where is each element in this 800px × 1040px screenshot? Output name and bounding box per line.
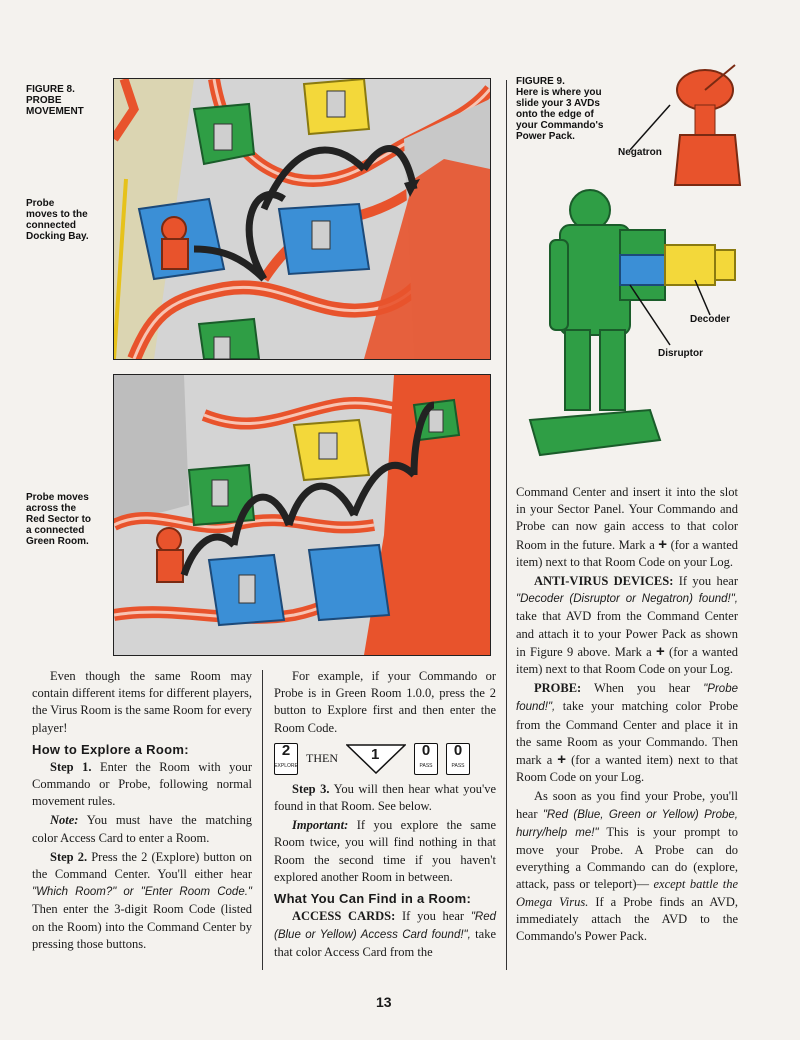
caption-line: FIGURE 9.	[516, 76, 565, 87]
probe-text-c: (for a wanted item) next to that Room Code on your Log.	[516, 753, 739, 785]
how-to-explore-heading: How to Explore a Room:	[32, 741, 189, 757]
anti-virus-quote: "Decoder (Disruptor or Negatron) found!",	[516, 593, 738, 606]
probe-found-quote: "Red (Blue, Green or Yellow) Probe, hurry/help me!"	[516, 808, 738, 839]
zero-key	[446, 743, 470, 775]
column-3	[516, 484, 738, 947]
caption-line: PROBE	[26, 95, 62, 106]
important-paragraph	[274, 817, 496, 886]
note-paragraph	[32, 812, 252, 846]
caption-line: moves to the	[26, 209, 88, 220]
one-key	[346, 744, 406, 774]
caption-line: FIGURE 8.	[26, 84, 75, 95]
probe-movement-illustration-top	[113, 78, 491, 360]
caption-line: onto the edge of	[516, 109, 594, 120]
caption-line: Probe	[26, 198, 55, 209]
step-1-paragraph	[32, 759, 252, 811]
zero-key-number: 0	[421, 741, 431, 759]
anti-virus-text-a: If you hear	[673, 574, 738, 589]
step-2-quote: "Which Room?" or "Enter Room Code."	[32, 886, 252, 899]
one-key-number: 1	[371, 745, 380, 763]
column-divider-1	[262, 670, 263, 970]
explore-key-label: EXPLORE	[274, 762, 298, 769]
caption-line: Docking Bay.	[26, 231, 89, 242]
probe-found-paragraph	[516, 788, 738, 945]
decoder-label: Decoder	[690, 314, 731, 325]
figure-8-caption	[26, 84, 84, 117]
column-divider-2	[506, 80, 507, 970]
figure-8-top-caption	[26, 198, 89, 242]
probe-found-text-a: As soon as you find your Probe, you'll hear	[516, 789, 738, 821]
column-1	[32, 668, 252, 955]
what-you-can-find-heading: What You Can Find in a Room:	[274, 891, 472, 907]
example-paragraph: For example, if your Commando or Probe is in Green Room 1.0.0, press the 2 button to Explore first and then enter the Room Code.	[274, 669, 496, 735]
note-label: Note:	[50, 813, 79, 828]
figure-8-bottom-caption	[26, 492, 91, 547]
caption-line: Green Room.	[26, 536, 89, 547]
anti-virus-text-b: take that AVD from the Command Center and attach it to your Power Pack as shown in Figure 9 above. Mark a	[516, 609, 738, 659]
intro-paragraph: Even though the same Room may contain different items for different players, the Virus Room is the same Room for every player!	[32, 669, 252, 735]
access-cards-text-b: take that color Access Card from the	[274, 927, 496, 960]
plus-mark: +	[557, 751, 567, 769]
zero-key	[414, 743, 438, 775]
anti-virus-label: ANTI-VIRUS DEVICES:	[534, 574, 674, 589]
probe-text-a: When you hear	[581, 681, 704, 696]
caption-line: MOVEMENT	[26, 106, 84, 117]
caption-line: Red Sector to	[26, 514, 92, 525]
step-1-text: Enter the Room with your Commando or Probe, following normal movement rules.	[32, 759, 252, 809]
access-cards-continued-text: Command Center and insert it into the slot in your Sector Panel. Your Commando and Probe can now gain access to that color Room in the future. Mark a	[516, 485, 738, 552]
important-text: If you explore the same Room twice, you will find nothing in that Room the second time if you haven't explored another Room in between.	[274, 818, 496, 884]
page-number: 13	[376, 994, 392, 1010]
caption-line: Here is where you	[516, 87, 602, 98]
step-2-label: Step 2.	[50, 849, 88, 864]
caption-line: Probe moves	[26, 492, 89, 503]
probe-label: PROBE:	[534, 681, 582, 696]
access-cards-label: ACCESS CARDS:	[292, 909, 396, 924]
disruptor-icon	[620, 255, 665, 285]
explore-key-number: 2	[281, 741, 291, 759]
caption-line: your Commando's	[516, 120, 604, 131]
caption-line: a connected	[26, 525, 85, 536]
anti-virus-paragraph	[516, 573, 738, 678]
important-label: Important:	[292, 818, 349, 833]
caption-line: across the	[26, 503, 77, 514]
keypress-sequence	[274, 743, 496, 775]
plus-mark: +	[658, 535, 668, 553]
step-2-text-b: Then enter the 3-digit Room Code (listed on the Room) into the Command Center by pressing those buttons.	[32, 902, 252, 951]
probe-paragraph	[516, 680, 738, 786]
note-text: You must have the matching color Access Card to enter a Room.	[32, 813, 252, 845]
step-1-label: Step 1.	[50, 759, 92, 774]
step-3-paragraph	[274, 781, 496, 815]
probe-text-b: take your matching color Probe from the Command Center and place it in the same Room as your Commando. Then mark a	[516, 699, 738, 768]
step-3-text: You will then hear what you've found in that Room. See below.	[274, 781, 496, 814]
caption-line: slide your 3 AVDs	[516, 98, 600, 109]
probe-movement-illustration-bottom	[113, 374, 491, 656]
commando-power-pack-illustration	[520, 60, 780, 480]
decoder-icon	[665, 245, 715, 285]
step-2-text-a: Press the 2 (Explore) button on the Command Center. You'll either hear	[32, 849, 252, 882]
pass-key-label: PASS	[451, 762, 465, 769]
pass-key-label: PASS	[419, 762, 433, 769]
probe-found-text-b: This is your prompt to move your Probe. A Probe can do everything a Commando can do (explore, attack, pass or teleport)—	[516, 824, 738, 892]
caption-line: Power Pack.	[516, 131, 575, 142]
step-2-paragraph	[32, 849, 252, 953]
plus-mark: +	[655, 642, 665, 660]
probe-found-text-c: If a Probe finds an AVD, immediately attach the AVD to the Commando's Power Pack.	[516, 894, 738, 944]
disruptor-label: Disruptor	[658, 348, 703, 359]
probe-found-except: except battle the Omega Virus.	[516, 877, 739, 909]
step-3-label: Step 3.	[292, 781, 330, 796]
then-label: THEN	[306, 751, 338, 766]
access-cards-paragraph	[274, 908, 496, 962]
column-2	[274, 668, 496, 964]
anti-virus-text-c: (for a wanted item) next to that Room Code on your Log.	[516, 644, 738, 677]
probe-quote: "Probe found!",	[516, 683, 738, 714]
caption-line: connected	[26, 220, 77, 231]
access-cards-quote: "Red (Blue or Yellow) Access Card found!",	[274, 911, 496, 942]
access-cards-text-a: If you hear	[395, 909, 471, 924]
negatron-label: Negatron	[618, 147, 662, 158]
explore-key	[274, 743, 298, 775]
zero-key-number: 0	[453, 741, 463, 759]
access-cards-continued	[516, 484, 738, 571]
access-cards-continued-text-b: (for a wanted item) next to that Room Code on your Log.	[516, 537, 739, 569]
